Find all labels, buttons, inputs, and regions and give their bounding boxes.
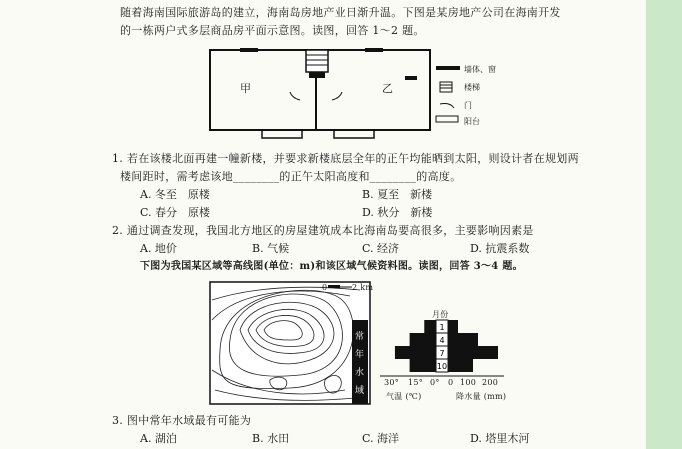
room-left-label: 甲 bbox=[240, 82, 252, 95]
legend-door: 门 bbox=[464, 101, 472, 110]
q2-option-b: B. 气候 bbox=[252, 242, 290, 255]
q1-line-2: 楼间距时，需考虑该地________的正午太阳高度和________的高度。 bbox=[120, 170, 462, 183]
legend-balcony: 阳台 bbox=[464, 117, 480, 126]
precip-bar-1 bbox=[448, 320, 458, 333]
q3-option-b: B. 水田 bbox=[252, 432, 290, 445]
q1-option-d: D. 秋分 新楼 bbox=[362, 206, 433, 219]
tick-30: 30° bbox=[384, 378, 400, 387]
temp-bar-7 bbox=[395, 346, 436, 359]
intro-line-1: 随着海南国际旅游岛的建立，海南岛房地产业日渐升温。下图是某房地产公司在海南开发 bbox=[120, 6, 561, 19]
q2-line-1: 2. 通过调查发现，我国北方地区的房屋建筑成本比海南岛要高很多，主要影响因素是 bbox=[112, 224, 534, 237]
q1-option-c: C. 春分 原楼 bbox=[140, 206, 211, 219]
precip-bar-10 bbox=[448, 359, 473, 372]
tick-0-temp: 0° bbox=[430, 378, 440, 387]
q2-option-c: C. 经济 bbox=[362, 242, 400, 255]
map-scale-zero: 0 bbox=[322, 283, 328, 292]
precip-bar-4 bbox=[448, 333, 478, 346]
month-label-1: 1 bbox=[439, 323, 445, 332]
q3-line-1: 3. 图中常年水域最有可能为 bbox=[112, 414, 252, 427]
lake-label-2: 年 bbox=[355, 350, 365, 360]
lake-label-3: 水 bbox=[355, 368, 365, 378]
tick-15: 15° bbox=[408, 378, 424, 387]
q3-option-a: A. 湖泊 bbox=[140, 432, 177, 445]
q3-option-d: D. 塔里木河 bbox=[470, 432, 530, 445]
month-label-7: 7 bbox=[439, 349, 445, 358]
q2-option-d: D. 抗震系数 bbox=[470, 242, 530, 255]
lake-label-4: 域 bbox=[355, 386, 365, 396]
temp-axis-label: 气温 (℃) bbox=[386, 392, 422, 401]
legend-stairs: 楼梯 bbox=[464, 83, 480, 92]
legend-wall: 墙体、窗 bbox=[464, 65, 496, 74]
month-header: 月份 bbox=[432, 310, 449, 319]
map-scale-label: 2 km bbox=[352, 283, 374, 292]
q1-option-a: A. 冬至 原楼 bbox=[140, 188, 210, 201]
q2-option-a: A. 地价 bbox=[140, 242, 177, 255]
temp-bar-10 bbox=[410, 359, 436, 372]
tick-200: 200 bbox=[482, 378, 499, 387]
room-right-label: 乙 bbox=[382, 82, 394, 95]
tick-100: 100 bbox=[460, 378, 477, 387]
month-label-10: 10 bbox=[436, 362, 448, 371]
tick-0-precip: 0 bbox=[448, 378, 454, 387]
lake-label-1: 常 bbox=[355, 332, 365, 342]
month-label-4: 4 bbox=[439, 336, 445, 345]
precip-axis-label: 降水量 (mm) bbox=[456, 392, 507, 401]
temp-bar-4 bbox=[410, 333, 436, 346]
q1-line-1: 1. 若在该楼北面再建一幢新楼，并要求新楼底层全年的正午均能晒到太阳，则设计者在规划两 bbox=[112, 152, 579, 165]
q1-option-b: B. 夏至 新楼 bbox=[362, 188, 433, 201]
intro2: 下图为我国某区域等高线图(单位：m)和该区域气候资料图。读图，回答 3～4 题。 bbox=[140, 261, 523, 272]
q3-option-c: C. 海洋 bbox=[362, 432, 400, 445]
precip-bar-7 bbox=[448, 346, 498, 359]
intro-line-2: 的一栋两户式多层商品房平面示意图。读图，回答 1～2 题。 bbox=[120, 24, 425, 37]
